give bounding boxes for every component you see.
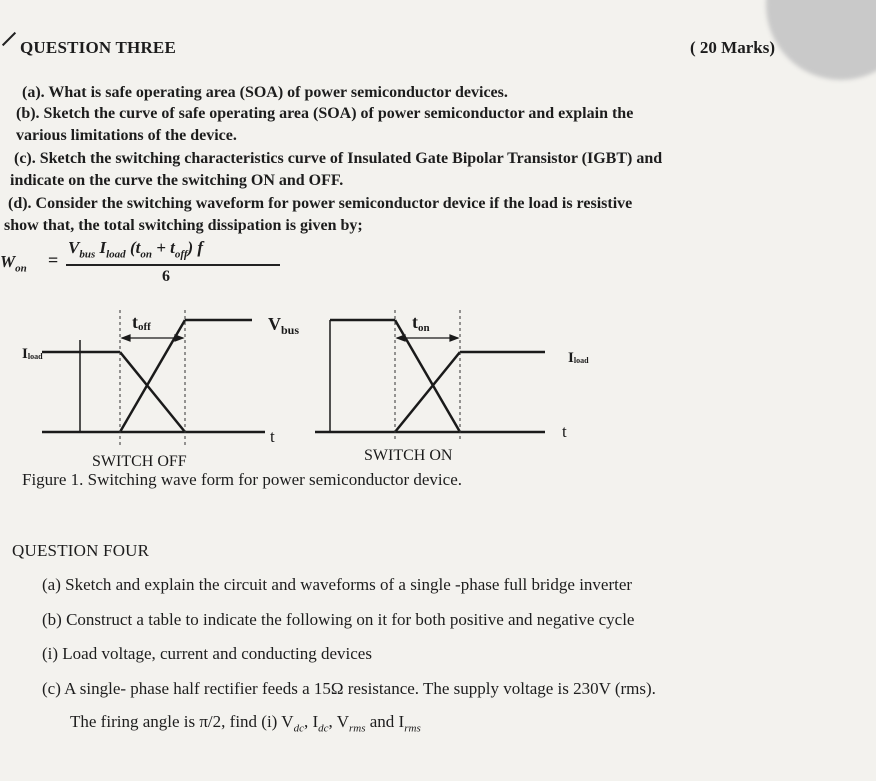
toff-arrowhead-left [122, 335, 130, 341]
q4-part-i: (i) Load voltage, current and conducting devices [42, 644, 372, 663]
q4-firing-angle-line: The firing angle is π/2, find (i) $V_{dc}$, $I_{dc}$, $V_{rms}$ and $I_{rms}$ [70, 712, 421, 735]
q3-part-a: (a). What is safe operating area (SOA) of power semiconductor devices. [22, 84, 508, 101]
ton-label: ton [412, 312, 430, 334]
question-three-marks: ( 20 Marks) [690, 38, 775, 57]
formula-lhs: $W_{on}$ [0, 252, 27, 275]
page-corner-shadow [766, 0, 876, 80]
ton-arrowhead-left [397, 335, 405, 341]
right-current-rise [395, 352, 460, 432]
iload-left-label: Iload [22, 346, 43, 362]
figure-caption: Figure 1. Switching wave form for power semiconductor device. [22, 470, 462, 489]
q3-part-d-line2: show that, the total switching dissipation is given by; [4, 217, 363, 234]
q3-part-c-line1: (c). Sketch the switching characteristics curve of Insulated Gate Bipolar Transistor (IGBT) and [14, 150, 663, 167]
q4-part-a: (a) Sketch and explain the circuit and waveforms of a single -phase full bridge inverter [42, 575, 633, 594]
switching-dissipation-formula [0, 238, 300, 288]
formula-denominator: 6 [162, 268, 170, 285]
question-four-title: QUESTION FOUR [12, 541, 150, 560]
q3-part-b-line1: (b). Sketch the curve of safe operating area (SOA) of power semiconductor and explain the [16, 105, 634, 122]
switching-waveform-figure [0, 300, 600, 470]
switch-on-label: SWITCH ON [364, 447, 453, 464]
left-current-fall [120, 352, 185, 432]
pen-tick-mark [2, 32, 16, 46]
left-time-axis-label: t [270, 427, 275, 446]
formula-fraction-bar [66, 264, 280, 266]
formula-equals: = [48, 250, 59, 270]
q3-part-d-line1: (d). Consider the switching waveform for power semiconductor device if the load is resistive [8, 195, 633, 212]
toff-arrowhead-right [175, 335, 183, 341]
right-time-axis-label: t [562, 422, 567, 441]
q3-part-c-line2: indicate on the curve the switching ON and OFF. [10, 172, 344, 189]
q3-part-b-line2: various limitations of the device. [16, 127, 237, 144]
formula-numerator: $V_{bus}$ $I_{load}$ $(t_{on} + t_{off})$ f [68, 238, 204, 261]
q4-part-b: (b) Construct a table to indicate the following on it for both positive and negative cycle [42, 610, 635, 629]
switch-off-label: SWITCH OFF [92, 453, 187, 470]
ton-arrowhead-right [450, 335, 458, 341]
vbus-label: $V_{bus}$ [268, 314, 300, 337]
q4-part-c: (c) A single- phase half rectifier feeds a 15Ω resistance. The supply voltage is 230V (rms). [42, 679, 656, 698]
toff-label: toff [132, 312, 151, 333]
question-three-title: QUESTION THREE [20, 38, 177, 57]
iload-right-label: Iload [568, 350, 589, 366]
